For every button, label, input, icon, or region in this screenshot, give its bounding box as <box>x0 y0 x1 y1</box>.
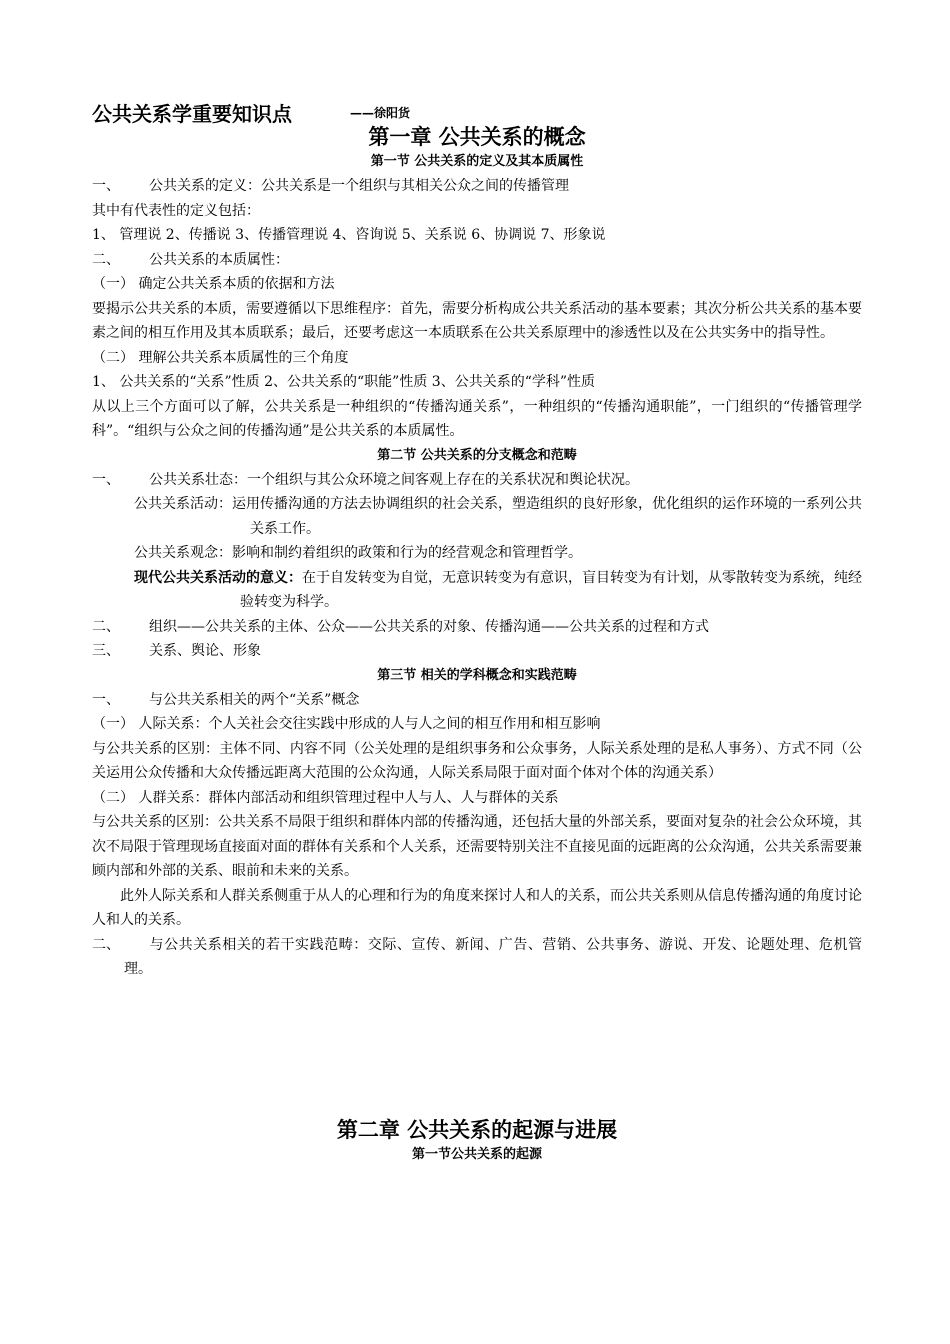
paragraph-text: 公共关系的定义：公共关系是一个组织与其相关公众之间的传播管理 <box>149 178 569 194</box>
paragraph: 此外人际关系和人群关系侧重于从人的心理和行为的角度来探讨人和人的关系，而公共关系则从信息传播沟通的角度讨论人和人的关系。 <box>92 887 862 928</box>
paragraph: 与公共关系的区别：主体不同、内容不同（公关处理的是组织事务和公众事务，人际关系处理的是私人事务）、方式不同（公关运用公众传播和大众传播远距离大范围的公众沟通，人际关系局限于面对面个体对个体的沟通关系） <box>92 740 862 781</box>
paragraph: 从以上三个方面可以了解，公共关系是一种组织的“传播沟通关系”，一种组织的“传播沟通职能”，一门组织的“传播管理学科”。“组织与公众之间的传播沟通”是公共关系的本质属性。 <box>92 398 862 439</box>
chapter-1-section-3-title: 第三节 相关的学科概念和实践范畴 <box>377 667 577 683</box>
list-number: 二、 <box>92 936 120 953</box>
paragraph: 其中有代表性的定义包括： <box>92 202 260 219</box>
list-number: 一、 <box>92 471 120 488</box>
paragraph <box>92 933 862 982</box>
list-number: 二、 <box>92 251 120 268</box>
paragraph-text: 在于自发转变为自觉，无意识转变为有意识，盲目转变为有计划，从零散转变为系统，纯经验转变为科学。 <box>240 569 862 610</box>
paragraph-text: 与公共关系相关的若干实践范畴：交际、宣传、新闻、广告、营销、公共事务、游说、开发、论题处理、危机管理。 <box>124 936 862 977</box>
paragraph: 公共关系观念：影响和制约着组织的政策和行为的经营观念和管理哲学。 <box>134 545 582 561</box>
paragraph: （二） 人群关系：群体内部活动和组织管理过程中人与人、人与群体的关系 <box>92 789 559 806</box>
chapter-2-title: 第二章 公共关系的起源与进展 <box>336 1117 618 1142</box>
document-title: 公共关系学重要知识点 <box>92 102 292 126</box>
paragraph <box>92 688 862 713</box>
paragraph: 与公共关系的区别：公共关系不局限于组织和群体内部的传播沟通，还包括大量的外部关系，要面对复杂的社会公众环境，其次不局限于管理现场直接面对面的群体有关系和个人关系，还需要特别关注不直接见面的远距离的公众沟通，公共关系需要兼顾内部和外部的关系、眼前和未来的关系。 <box>92 814 862 879</box>
document-header <box>92 96 862 124</box>
paragraph <box>92 615 862 640</box>
paragraph: （一） 确定公共关系本质的依据和方法 <box>92 276 335 292</box>
chapter-1-section-1-title: 第一节 公共关系的定义及其本质属性 <box>370 154 584 169</box>
paragraph <box>92 468 862 493</box>
paragraph <box>92 174 862 199</box>
paragraph: （一） 人际关系：个人关社会交往实践中形成的人与人之间的相互作用和相互影响 <box>92 716 601 732</box>
list-number: 二、 <box>92 618 120 635</box>
paragraph: （二） 理解公共关系本质属性的三个角度 <box>92 349 349 366</box>
document-author: ——徐阳货 <box>350 106 411 120</box>
paragraph: 1、 公共关系的“关系”性质 2、公共关系的“职能”性质 3、公共关系的“学科”性质 <box>92 374 596 390</box>
list-number: 三、 <box>92 643 120 659</box>
paragraph: 1、 管理说 2、传播说 3、传播管理说 4、咨询说 5、关系说 6、协调说 7、形象说 <box>92 227 606 243</box>
paragraph: 公共关系活动：运用传播沟通的方法去协调组织的社会关系，塑造组织的良好形象，优化组织的运作环境的一系列公共关系工作。 <box>134 496 862 537</box>
paragraph-text: 组织——公共关系的主体、公众——公共关系的对象、传播沟通——公共关系的过程和方式 <box>149 618 709 635</box>
chapter-2-section-1-title: 第一节公共关系的起源 <box>411 1146 542 1162</box>
bold-lead-text: 现代公共关系活动的意义： <box>134 569 302 586</box>
page-spacer <box>92 982 862 1117</box>
list-number: 一、 <box>92 178 120 194</box>
paragraph-text: 与公共关系相关的两个“关系”概念 <box>149 691 360 708</box>
document-page <box>92 96 862 1167</box>
chapter-1-section-2-title: 第二节 公共关系的分支概念和范畴 <box>377 447 577 463</box>
paragraph: 要揭示公共关系的本质，需要遵循以下思维程序：首先，需要分析构成公共关系活动的基本要素；其次分析公共关系的基本要素之间的相互作用及其本质联系；最后，还要考虑这一本质联系在公共关系原理中的渗透性以及在公共实务中的指导性。 <box>92 300 862 341</box>
paragraph-text: 关系、舆论、形象 <box>149 643 261 659</box>
paragraph-text: 公共关系的本质属性： <box>149 251 289 268</box>
paragraph-text: 公共关系壮态：一个组织与其公众环境之间客观上存在的关系状况和舆论状况。 <box>149 471 639 488</box>
paragraph <box>92 566 862 615</box>
paragraph <box>92 248 862 273</box>
paragraph <box>92 639 862 664</box>
chapter-1-title: 第一章 公共关系的概念 <box>368 125 586 149</box>
list-number: 一、 <box>92 691 120 708</box>
